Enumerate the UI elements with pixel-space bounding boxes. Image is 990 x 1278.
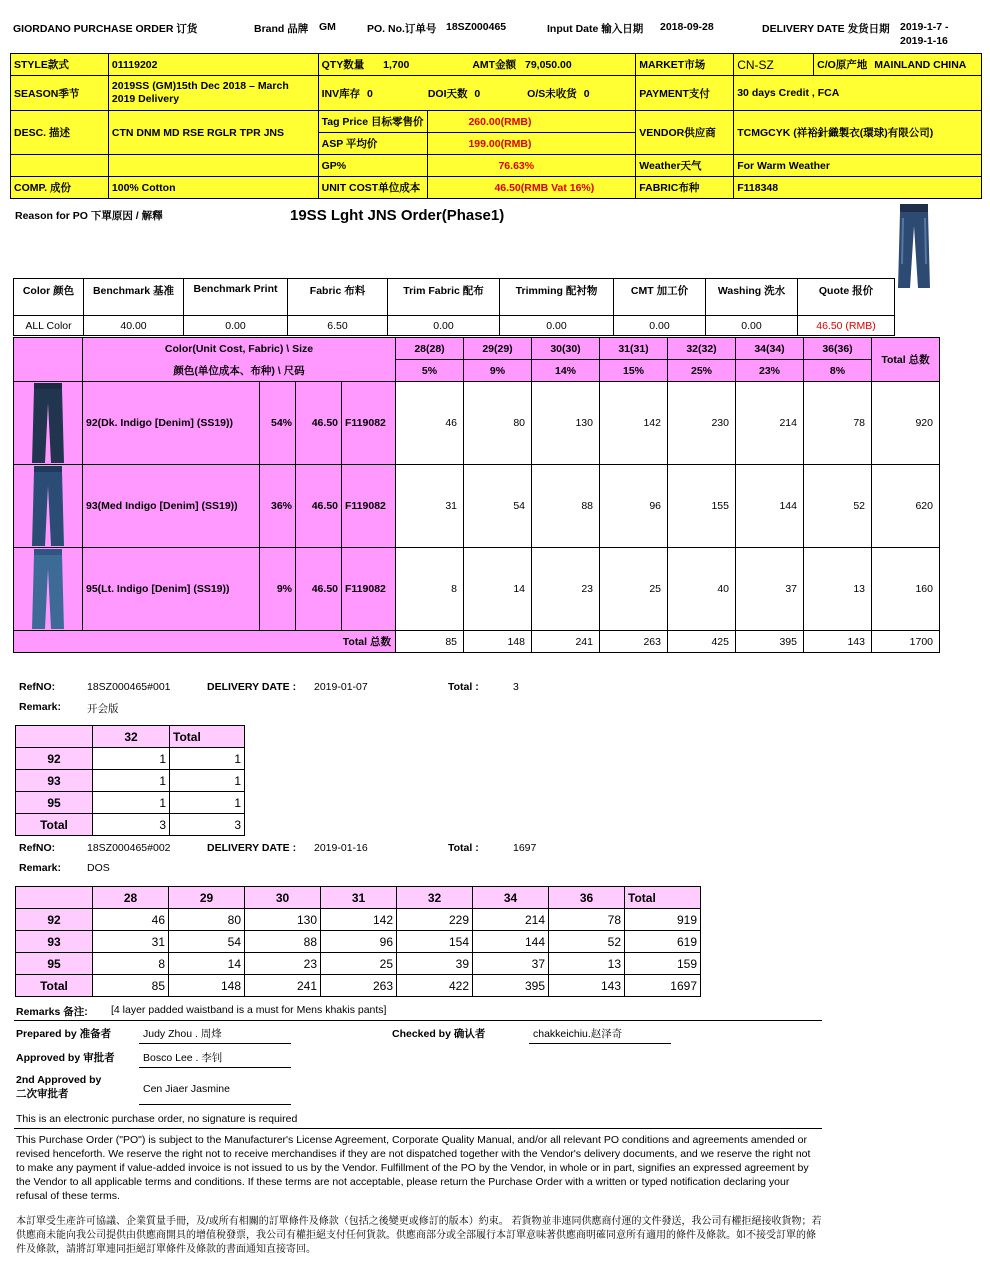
desc-value: CTN DNM MD RSE RGLR TPR JNS	[108, 111, 318, 155]
payment-label: PAYMENT支付	[636, 76, 734, 111]
delivery-total-label: Total :	[448, 842, 479, 854]
qty-cell: 919	[625, 909, 701, 931]
inv-value: 0	[367, 87, 373, 100]
brand-label: Brand 品牌	[254, 23, 309, 35]
qty-amt-cell	[318, 54, 636, 76]
reason-title: 19SS Lght JNS Order(Phase1)	[290, 207, 505, 224]
row-label: 93	[16, 770, 93, 792]
qty-value: 1,700	[383, 59, 410, 71]
cost-header: CMT 加工价	[614, 279, 706, 316]
row-total: 160	[872, 548, 940, 631]
qty-cell: 54	[169, 931, 245, 953]
qty-cell: 1	[93, 748, 170, 770]
qty-cell: 80	[169, 909, 245, 931]
inv-label: INV库存	[321, 87, 361, 100]
qty-cell: 13	[549, 953, 625, 975]
qty-cell: 142	[321, 909, 397, 931]
tag-price-value: 260.00(RMB)	[428, 111, 636, 133]
divider	[14, 1020, 822, 1021]
qty-cell: 619	[625, 931, 701, 953]
market-value: CN-SZ	[734, 54, 814, 76]
qty-cell: 96	[600, 465, 668, 548]
cost-header: Trimming 配衬物	[500, 279, 614, 316]
table-row	[16, 975, 701, 997]
size-pct: 14%	[532, 360, 600, 382]
payment-value: 30 days Credit , FCA	[734, 76, 982, 111]
cost-header: Quote 报价	[798, 279, 895, 316]
color-fabric: F119082	[342, 382, 396, 465]
doi-value: 0	[474, 87, 481, 100]
size-col-header: 32	[397, 887, 473, 909]
qty-cell: 23	[245, 953, 321, 975]
gp-label: GP%	[318, 155, 428, 177]
cost-value: ALL Color	[14, 316, 84, 336]
cost-header: Benchmark Print	[184, 279, 288, 316]
color-fabric: F119082	[342, 548, 396, 631]
remarks-label: Remarks 备注:	[16, 1006, 88, 1018]
doi-label: DOI天数	[427, 87, 468, 100]
size-pct: 9%	[464, 360, 532, 382]
table-row	[16, 814, 245, 836]
qty-cell: 144	[736, 465, 804, 548]
total-cell: 85	[396, 631, 464, 653]
product-thumbnail	[894, 204, 934, 291]
delivery-total-label: Total :	[448, 681, 479, 693]
qty-cell: 230	[668, 382, 736, 465]
weather-value: For Warm Weather	[734, 155, 982, 177]
remark-label: Remark:	[19, 701, 62, 713]
qty-cell: 23	[532, 548, 600, 631]
amt-label: AMT金额	[472, 59, 517, 71]
row-label: 92	[16, 748, 93, 770]
inv-cell	[318, 76, 636, 111]
size-header: 29(29)	[464, 338, 532, 360]
swatch-lt-indigo	[14, 548, 83, 631]
color-cost: 46.50	[296, 382, 342, 465]
size-col-header: 29	[169, 887, 245, 909]
qty-cell: 85	[93, 975, 169, 997]
row-label: 92	[16, 909, 93, 931]
style-value: 01119202	[108, 54, 318, 76]
cost-breakdown-table	[13, 278, 895, 336]
delivery2-table	[15, 886, 701, 997]
qty-cell: 39	[397, 953, 473, 975]
delivery-total-value: 3	[513, 681, 519, 693]
input-date-value: 2018-09-28	[660, 21, 714, 33]
remarks-value: [4 layer padded waistband is a must for Mens khakis pants]	[111, 1004, 387, 1016]
comp-label: COMP. 成份	[11, 177, 109, 199]
prepared-label: Prepared by 准备者	[16, 1028, 112, 1040]
brand-value: GM	[319, 21, 336, 33]
qty-cell: 3	[170, 814, 245, 836]
qty-cell: 8	[93, 953, 169, 975]
qty-cell: 143	[549, 975, 625, 997]
vendor-value: TCMGCYK (祥裕針織製衣(環球)有限公司)	[734, 111, 982, 155]
asp-value: 199.00(RMB)	[428, 133, 636, 155]
approved2-label-en: 2nd Approved by	[16, 1074, 102, 1086]
size-header: 36(36)	[804, 338, 872, 360]
qty-cell: 8	[396, 548, 464, 631]
os-label: O/S未收货	[527, 87, 577, 100]
signature-line	[139, 1067, 291, 1068]
quote-value: 46.50 (RMB)	[798, 316, 895, 336]
corner-cell	[16, 726, 93, 748]
qty-cell: 3	[93, 814, 170, 836]
terms-english: This Purchase Order ("PO") is subject to the Manufacturer's License Agreement, Corporate Quality Manual, and/or all relevant PO conditions and agreements amended or revised henceforth. We reserve the right not to receive merchandises if they are not dispatched together with the Vendor's delivery documents, and we reserve the right not to make any payment if value-added invoice is not issued to us by the Vendor. Fulfillment of the PO by the Vendor, in whole or in part, signifies an expressed agreement by the Vendor to all applicable terms and conditions. If these terms are not acceptable, please return the Purchase Order with a written or typed notification declaring your refusal of these terms.	[16, 1134, 811, 1202]
cost-header: Washing 洗水	[706, 279, 798, 316]
cost-value: 40.00	[84, 316, 184, 336]
swatch-med-indigo	[14, 465, 83, 548]
table-row	[14, 382, 940, 465]
size-pct: 23%	[736, 360, 804, 382]
qty-cell: 14	[464, 548, 532, 631]
vendor-label: VENDOR供应商	[636, 111, 734, 155]
total-cell: 425	[668, 631, 736, 653]
qty-cell: 159	[625, 953, 701, 975]
qty-cell: 395	[473, 975, 549, 997]
size-pct: 25%	[668, 360, 736, 382]
qty-cell: 14	[169, 953, 245, 975]
qty-cell: 130	[532, 382, 600, 465]
row-total: 620	[872, 465, 940, 548]
po-number-value: 18SZ000465	[446, 21, 507, 33]
qty-cell: 78	[804, 382, 872, 465]
row-label: 95	[16, 953, 93, 975]
style-label: STYLE款式	[11, 54, 109, 76]
season-label: SEASON季节	[11, 76, 109, 111]
qty-cell: 155	[668, 465, 736, 548]
cost-header: Benchmark 基准	[84, 279, 184, 316]
co-cell	[814, 54, 982, 76]
qty-cell: 37	[473, 953, 549, 975]
checked-value: chakkeichiu.赵泽奇	[533, 1028, 623, 1040]
total-col-header: Total	[625, 887, 701, 909]
color-pct: 36%	[260, 465, 296, 548]
delivery1-table	[15, 725, 245, 836]
table-row	[16, 792, 245, 814]
size-header: 31(31)	[600, 338, 668, 360]
size-header: 28(28)	[396, 338, 464, 360]
size-pct: 5%	[396, 360, 464, 382]
delivery-date-label: DELIVERY DATE 发货日期	[762, 23, 890, 35]
market-label: MARKET市场	[636, 54, 734, 76]
qty-cell: 130	[245, 909, 321, 931]
qty-cell: 154	[397, 931, 473, 953]
approved-label: Approved by 审批者	[16, 1052, 115, 1064]
qty-cell: 229	[397, 909, 473, 931]
signature-line	[529, 1043, 671, 1044]
image-header	[14, 338, 83, 382]
qty-cell: 40	[668, 548, 736, 631]
co-value: MAINLAND CHINA	[874, 59, 967, 71]
size-col-header: 32	[93, 726, 170, 748]
signature-line	[139, 1104, 291, 1105]
total-cell: 148	[464, 631, 532, 653]
cost-header: Color 颜色	[14, 279, 84, 316]
qty-cell: 13	[804, 548, 872, 631]
color-pct: 9%	[260, 548, 296, 631]
qty-cell: 422	[397, 975, 473, 997]
qty-cell: 263	[321, 975, 397, 997]
qty-cell: 214	[473, 909, 549, 931]
cost-value: 6.50	[288, 316, 388, 336]
table-row	[16, 770, 245, 792]
total-cell: 241	[532, 631, 600, 653]
total-header: Total 总数	[872, 338, 940, 382]
qty-cell: 88	[532, 465, 600, 548]
qty-cell: 214	[736, 382, 804, 465]
checked-label: Checked by 确认者	[392, 1028, 486, 1040]
input-date-label: Input Date 输入日期	[547, 23, 644, 35]
remark-label: Remark:	[19, 862, 62, 874]
total-cell: 395	[736, 631, 804, 653]
prepared-value: Judy Zhou . 周烽	[143, 1028, 222, 1040]
totals-label: Total 总数	[14, 631, 396, 653]
swatch-dark-indigo	[14, 382, 83, 465]
color-pct: 54%	[260, 382, 296, 465]
corner-cell	[16, 887, 93, 909]
size-header: 30(30)	[532, 338, 600, 360]
po-number-label: PO. No.订单号	[367, 23, 437, 35]
empty-cell	[11, 155, 109, 177]
total-col-header: Total	[170, 726, 245, 748]
color-name: 93(Med Indigo [Denim] (SS19))	[83, 465, 260, 548]
delivery-date-label: DELIVERY DATE :	[207, 681, 297, 693]
qty-cell: 1	[93, 792, 170, 814]
qty-cell: 25	[321, 953, 397, 975]
empty-cell	[108, 155, 318, 177]
color-name: 95(Lt. Indigo [Denim] (SS19))	[83, 548, 260, 631]
color-cost: 46.50	[296, 465, 342, 548]
table-row	[14, 465, 940, 548]
qty-cell: 142	[600, 382, 668, 465]
row-total: 920	[872, 382, 940, 465]
row-label: 93	[16, 931, 93, 953]
qty-cell: 25	[600, 548, 668, 631]
delivery-date-value: 2019-01-07	[314, 681, 368, 693]
color-cost: 46.50	[296, 548, 342, 631]
qty-cell: 37	[736, 548, 804, 631]
table-row	[16, 953, 701, 975]
tag-price-label: Tag Price 目标零售价	[318, 111, 428, 133]
qty-cell: 241	[245, 975, 321, 997]
order-size-table	[13, 337, 940, 653]
qty-cell: 78	[549, 909, 625, 931]
color-name: 92(Dk. Indigo [Denim] (SS19))	[83, 382, 260, 465]
qty-label: QTY数量	[321, 59, 365, 71]
row-label: 95	[16, 792, 93, 814]
approved2-label-zh: 二次审批者	[16, 1088, 69, 1100]
unit-cost-value: 46.50(RMB Vat 16%)	[428, 177, 636, 199]
qty-cell: 1	[170, 748, 245, 770]
signature-line	[139, 1043, 291, 1044]
totals-row	[14, 631, 940, 653]
season-value: 2019SS (GM)15th Dec 2018 – March 2019 Delivery	[108, 76, 318, 111]
qty-cell: 1	[93, 770, 170, 792]
cost-value: 0.00	[388, 316, 500, 336]
table-row	[16, 909, 701, 931]
amt-value: 79,050.00	[525, 59, 572, 71]
delivery-date-start: 2019-1-7 -	[900, 21, 949, 33]
size-col-header: 30	[245, 887, 321, 909]
grand-total: 1700	[872, 631, 940, 653]
co-label: C/O原产地	[817, 59, 868, 71]
qty-cell: 54	[464, 465, 532, 548]
electronic-note: This is an electronic purchase order, no signature is required	[16, 1113, 298, 1125]
approved2-value: Cen Jiaer Jasmine	[143, 1083, 230, 1095]
delivery-date-value: 2019-01-16	[314, 842, 368, 854]
color-fabric: F119082	[342, 465, 396, 548]
cost-value: 0.00	[184, 316, 288, 336]
color-header-zh: 颜色(单位成本、布种) \ 尺码	[83, 360, 396, 382]
os-value: 0	[583, 87, 590, 100]
size-col-header: 34	[473, 887, 549, 909]
qty-cell: 1697	[625, 975, 701, 997]
ref-value: 18SZ000465#001	[87, 681, 171, 693]
po-title: GIORDANO PURCHASE ORDER 订货	[13, 23, 198, 35]
asp-label: ASP 平均价	[318, 133, 428, 155]
divider	[14, 1128, 822, 1129]
size-header: 32(32)	[668, 338, 736, 360]
size-col-header: 28	[93, 887, 169, 909]
size-pct: 15%	[600, 360, 668, 382]
qty-cell: 31	[93, 931, 169, 953]
size-col-header: 36	[549, 887, 625, 909]
qty-cell: 144	[473, 931, 549, 953]
comp-value: 100% Cotton	[108, 177, 318, 199]
color-header-en: Color(Unit Cost, Fabric) \ Size	[83, 338, 396, 360]
weather-label: Weather天气	[636, 155, 734, 177]
unit-cost-label: UNIT COST单位成本	[318, 177, 428, 199]
size-header: 34(34)	[736, 338, 804, 360]
gp-value: 76.63%	[428, 155, 636, 177]
qty-cell: 1	[170, 770, 245, 792]
qty-cell: 52	[804, 465, 872, 548]
reason-label: Reason for PO 下單原因 / 解釋	[15, 210, 163, 222]
approved-value: Bosco Lee . 李钊	[143, 1052, 223, 1064]
qty-cell: 46	[93, 909, 169, 931]
delivery-date-label: DELIVERY DATE :	[207, 842, 297, 854]
ref-label: RefNO:	[19, 681, 56, 693]
qty-cell: 46	[396, 382, 464, 465]
table-row	[14, 548, 940, 631]
delivery-date-end: 2019-1-16	[900, 35, 948, 47]
cost-value: 0.00	[500, 316, 614, 336]
size-pct: 8%	[804, 360, 872, 382]
cost-value: 0.00	[614, 316, 706, 336]
remark-value: DOS	[87, 862, 110, 874]
fabric-value: F118348	[734, 177, 982, 199]
fabric-label: FABRIC布种	[636, 177, 734, 199]
cost-header: Fabric 布料	[288, 279, 388, 316]
qty-cell: 52	[549, 931, 625, 953]
table-row	[16, 748, 245, 770]
delivery-total-value: 1697	[513, 842, 537, 854]
remark-value: 开会版	[87, 703, 119, 715]
qty-cell: 1	[170, 792, 245, 814]
qty-cell: 96	[321, 931, 397, 953]
terms-chinese: 本訂單受生產許可協議、企業質量手冊，及/或所有相關的訂單條件及條款（包括之後變更或修訂的版本）約束。 若貨物並非連同供應商付運的文件發送，我公司有權拒絕接收貨物；若供應商未能向我公司提供由供應商開具的增值稅發票，我公司有權拒絕支付任何貨款。供應商部分或全部履行本訂單意味著供應商明確同意所有適用的條件及條款。如不接受訂單的條件及條款，請將訂單連同拒絕訂單條件及條款的書面通知直接寄回。	[16, 1216, 822, 1255]
qty-cell: 148	[169, 975, 245, 997]
qty-cell: 88	[245, 931, 321, 953]
size-col-header: 31	[321, 887, 397, 909]
cost-value: 0.00	[706, 316, 798, 336]
ref-label: RefNO:	[19, 842, 56, 854]
ref-value: 18SZ000465#002	[87, 842, 171, 854]
table-row	[16, 931, 701, 953]
info-grid	[10, 53, 982, 199]
qty-cell: 31	[396, 465, 464, 548]
total-cell: 263	[600, 631, 668, 653]
cost-header: Trim Fabric 配布	[388, 279, 500, 316]
row-label: Total	[16, 814, 93, 836]
qty-cell: 80	[464, 382, 532, 465]
total-cell: 143	[804, 631, 872, 653]
desc-label: DESC. 描述	[11, 111, 109, 155]
row-label: Total	[16, 975, 93, 997]
